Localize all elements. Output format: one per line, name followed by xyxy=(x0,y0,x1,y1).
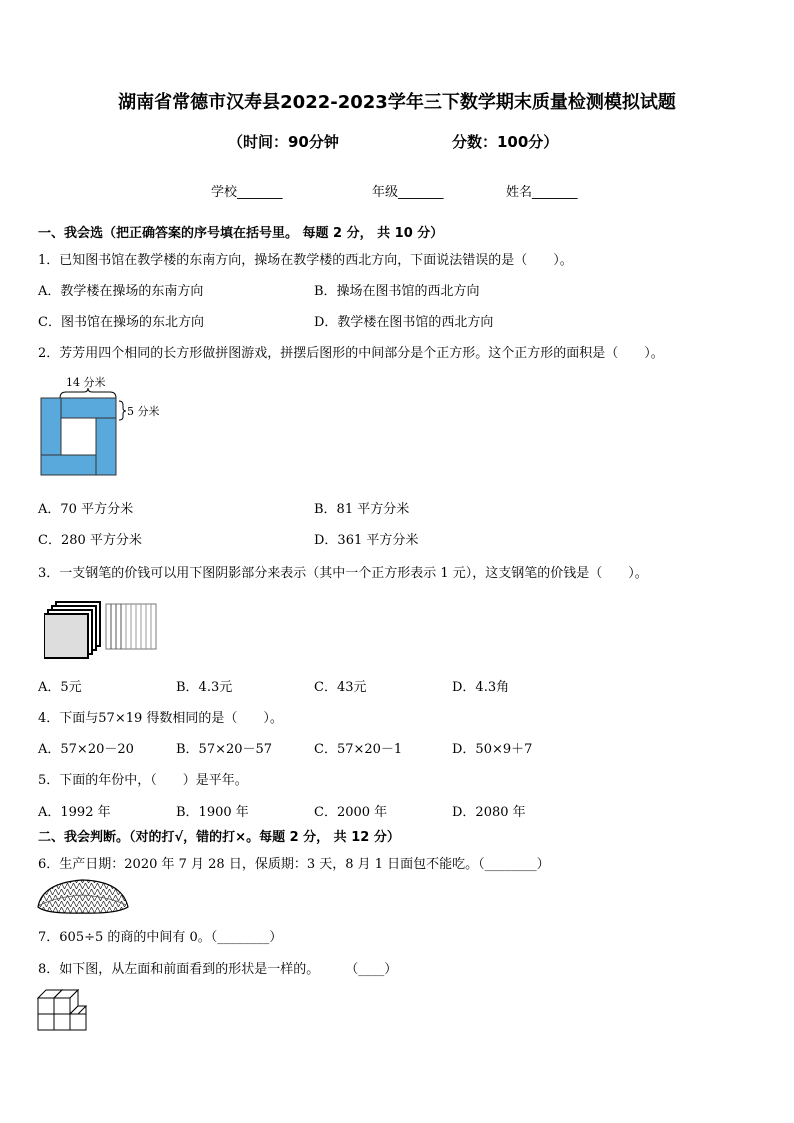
q3-option-d: D．4.3角 xyxy=(452,680,510,695)
section-1-heading: 一、我会选（把正确答案的序号填在括号里。 每题 2 分， 共 10 分） xyxy=(38,226,444,241)
q3-squares-figure xyxy=(44,600,164,660)
q1-option-c: C．图书馆在操场的东北方向 xyxy=(38,315,204,330)
school-field: 学校_______ xyxy=(211,185,283,200)
exam-time: （时间：90分钟 xyxy=(228,133,339,151)
q2-option-d: D．361 平方分米 xyxy=(314,533,419,548)
q1-option-d: D．教学楼在图书馆的西北方向 xyxy=(314,315,494,330)
q2-option-b: B．81 平方分米 xyxy=(314,502,410,517)
q5-option-d: D．2080 年 xyxy=(452,805,526,820)
q5-option-c: C．2000 年 xyxy=(314,805,388,820)
bread-figure xyxy=(36,877,130,917)
q1-option-b: B．操场在图书馆的西北方向 xyxy=(314,284,480,299)
cubes-figure xyxy=(36,986,92,1036)
q4-option-d: D．50×9＋7 xyxy=(452,742,533,757)
q5-option-b: B．1900 年 xyxy=(176,805,249,820)
q3-option-b: B．4.3元 xyxy=(176,680,233,695)
name-field: 姓名_______ xyxy=(506,185,578,200)
page-title: 湖南省常德市汉寿县2022-2023学年三下数学期末质量检测模拟试题 xyxy=(118,92,676,113)
question-5: 5．下面的年份中，（ ）是平年。 xyxy=(38,773,248,788)
q2-option-c: C．280 平方分米 xyxy=(38,533,142,548)
grade-field: 年级_______ xyxy=(372,185,444,200)
q2-length-label: 14 分米 xyxy=(66,376,106,389)
q3-option-a: A．5元 xyxy=(38,680,82,695)
question-3: 3．一支钢笔的价钱可以用下图阴影部分来表示（其中一个正方形表示 1 元），这支钢笔的价钱是（ ）。 xyxy=(38,566,648,581)
question-4: 4．下面与57×19 得数相同的是（ ）。 xyxy=(38,711,283,726)
q4-option-c: C．57×20－1 xyxy=(314,742,403,757)
question-8: 8．如下图，从左面和前面看到的形状是一样的。 （____） xyxy=(38,962,398,977)
question-1: 1．已知图书馆在教学楼的东南方向，操场在教学楼的西北方向，下面说法错误的是（ ）。 xyxy=(38,253,573,268)
section-2-heading: 二、我会判断。（对的打√，错的打×。每题 2 分， 共 12 分） xyxy=(38,830,400,845)
question-7: 7．605÷5 的商的中间有 0。（________） xyxy=(38,930,283,945)
q4-option-b: B．57×20－57 xyxy=(176,742,273,757)
exam-score: 分数：100分） xyxy=(452,133,559,151)
q2-width-label: 5 分米 xyxy=(127,405,160,418)
q5-option-a: A．1992 年 xyxy=(38,805,111,820)
q2-rectangles-figure xyxy=(36,372,166,482)
q2-option-a: A．70 平方分米 xyxy=(38,502,134,517)
question-6: 6．生产日期：2020 年 7 月 28 日，保质期：3 天，8 月 1 日面包不能吃。（________） xyxy=(38,857,550,872)
q3-option-c: C．43元 xyxy=(314,680,367,695)
q4-option-a: A．57×20－20 xyxy=(38,742,134,757)
q1-option-a: A．教学楼在操场的东南方向 xyxy=(38,284,204,299)
question-2: 2．芳芳用四个相同的长方形做拼图游戏，拼摆后图形的中间部分是个正方形。这个正方形的面积是（ ）。 xyxy=(38,346,664,361)
